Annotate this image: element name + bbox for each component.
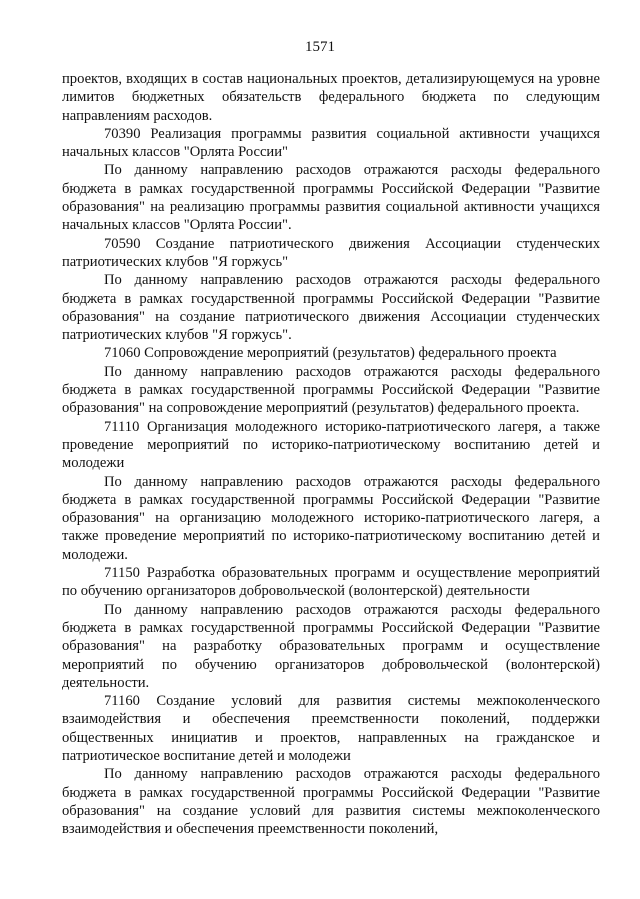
paragraph-71110-description: По данному направлению расходов отражаются расходы федерального бюджета в рамках государственной программы Российской Федерации "Развитие образования" на организацию молодежного историко-патриотического лагеря, а также проведение мероприятий по историко-патриотическому воспитанию детей и молодежи. <box>62 473 600 563</box>
document-body <box>62 70 600 838</box>
paragraph-71160-description: По данному направлению расходов отражаются расходы федерального бюджета в рамках государственной программы Российской Федерации "Развитие образования" на создание условий для развития системы межпоколенческого взаимодействия и обеспечения преемственности поколений, <box>62 766 600 838</box>
section-heading-70390: 70390 Реализация программы развития социальной активности учащихся начальных классов "Орлята России" <box>62 125 600 161</box>
paragraph-71150-description: По данному направлению расходов отражаются расходы федерального бюджета в рамках государственной программы Российской Федерации "Развитие образования" на разработку образовательных программ и осуществление мероприятий по обучению организаторов добровольческой (волонтерской) деятельности. <box>62 601 600 691</box>
section-heading-71110: 71110 Организация молодежного историко-патриотического лагеря, а также проведение мероприятий по историко-патриотическому воспитанию детей и молодежи <box>62 418 600 472</box>
paragraph-71060-description: По данному направлению расходов отражаются расходы федерального бюджета в рамках государственной программы Российской Федерации "Развитие образования" на сопровождение мероприятий (результатов) федерального проекта. <box>62 363 600 417</box>
section-heading-71160: 71160 Создание условий для развития системы межпоколенческого взаимодействия и обеспечения преемственности поколений, поддержки общественных инициатив и проектов, направленных на гражданское и патриотическое воспитание детей и молодежи <box>62 693 600 764</box>
page-number: 1571 <box>305 39 335 55</box>
paragraph-70590-description: По данному направлению расходов отражаются расходы федерального бюджета в рамках государственной программы Российской Федерации "Развитие образования" на создание патриотического движения Ассоциации студенческих патриотических клубов "Я горжусь". <box>62 272 600 344</box>
paragraph-continuation: проектов, входящих в состав национальных проектов, детализирующемуся на уровне лимитов бюджетных обязательств федерального бюджета по следующим направлениям расходов. <box>62 71 600 124</box>
section-heading-71150: 71150 Разработка образовательных программ и осуществление мероприятий по обучению организаторов добровольческой (волонтерской) деятельности <box>62 565 600 600</box>
section-heading-70590: 70590 Создание патриотического движения Ассоциации студенческих патриотических клубов "Я горжусь" <box>62 235 600 270</box>
section-heading-71060: 71060 Сопровождение мероприятий (результатов) федерального проекта <box>104 345 557 362</box>
paragraph-70390-description: По данному направлению расходов отражаются расходы федерального бюджета в рамках государственной программы Российской Федерации "Развитие образования" на реализацию программы развития социальной активности учащихся начальных классов "Орлята России". <box>62 162 600 234</box>
